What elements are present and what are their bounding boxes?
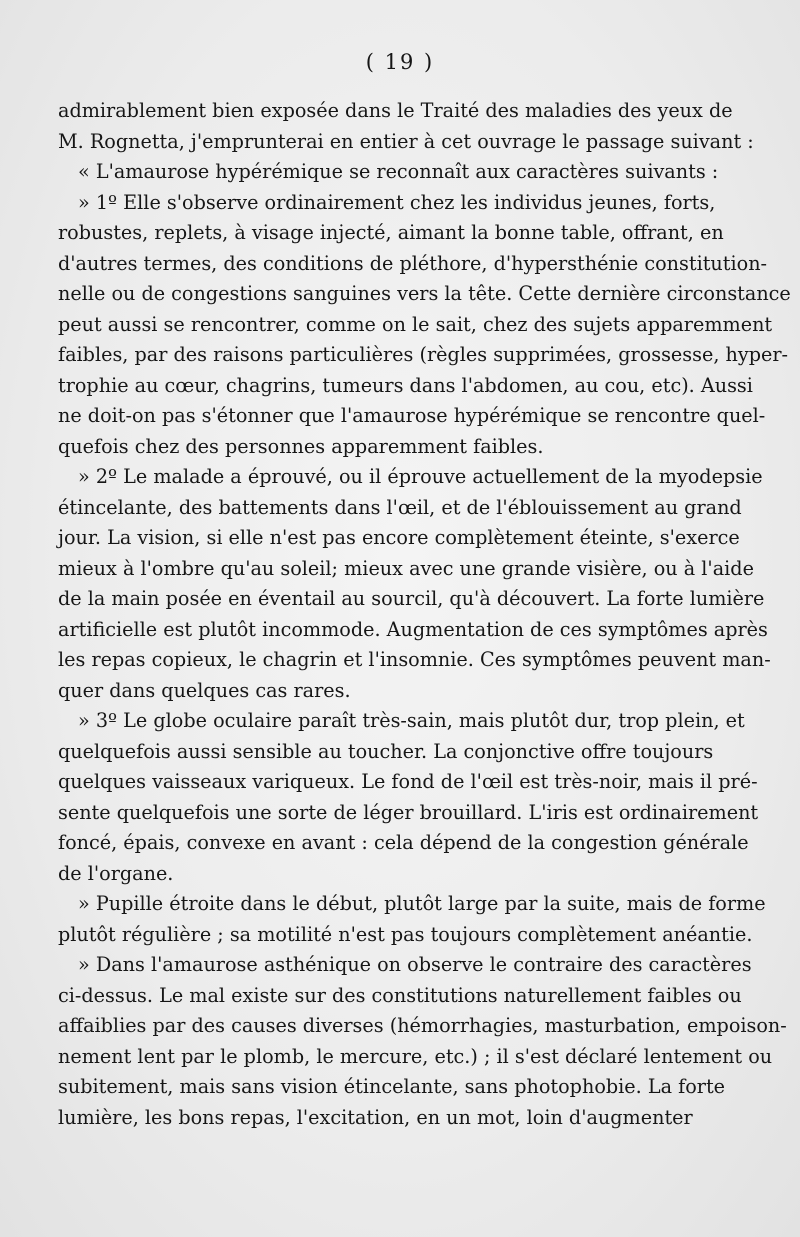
text-line: » 2º Le malade a éprouvé, ou il éprouve actuellement de la myodepsie — [78, 465, 763, 488]
text-line: les repas copieux, le chagrin et l'insomnie. Ces symptômes peuvent man- — [58, 648, 771, 671]
text-line: de la main posée en éventail au sourcil, qu'à découvert. La forte lumière — [58, 587, 765, 610]
text-line: jour. La vision, si elle n'est pas encore complètement éteinte, s'exerce — [58, 526, 740, 549]
paragraph — [58, 188, 791, 463]
text-line: plutôt régulière ; sa motilité n'est pas toujours complètement anéantie. — [58, 922, 753, 946]
paragraph — [58, 157, 719, 188]
text-line: » 1º Elle s'observe ordinairement chez les individus jeunes, forts, — [78, 190, 716, 214]
paragraph — [58, 462, 771, 706]
paragraph — [58, 950, 787, 1133]
text-line: étincelante, des battements dans l'œil, et de l'éblouissement au grand — [58, 495, 742, 519]
text-line: affaiblies par des causes diverses (hémorrhagies, masturbation, empoison- — [58, 1014, 787, 1037]
text-line: faibles, par des raisons particulières (règles supprimées, grossesse, hyper- — [58, 343, 789, 366]
text-line: quer dans quelques cas rares. — [58, 678, 351, 702]
paragraph — [58, 96, 754, 157]
paragraph — [58, 889, 766, 950]
text-line: ne doit-on pas s'étonner que l'amaurose hypérémique se rencontre quel- — [58, 404, 766, 427]
page-number: ( 19 ) — [365, 50, 435, 74]
text-line: nement lent par le plomb, le mercure, etc.) ; il s'est déclaré lentement ou — [58, 1044, 773, 1068]
text-line: quefois chez des personnes apparemment faibles. — [58, 434, 544, 458]
text-line: mieux à l'ombre qu'au soleil; mieux avec une grande visière, ou à l'aide — [58, 556, 754, 580]
text-line: d'autres termes, des conditions de pléthore, d'hypersthénie constitution- — [58, 251, 768, 275]
text-line: » Dans l'amaurose asthénique on observe le contraire des caractères — [78, 953, 752, 976]
text-line: » Pupille étroite dans le début, plutôt large par la suite, mais de forme — [78, 892, 766, 915]
text-line: M. Rognetta, j'emprunterai en entier à cet ouvrage le passage suivant : — [58, 129, 754, 153]
text-line: ci-dessus. Le mal existe sur des constitutions naturellement faibles ou — [58, 983, 742, 1007]
text-line: lumière, les bons repas, l'excitation, en un mot, loin d'augmenter — [58, 1105, 693, 1129]
text-line: de l'organe. — [58, 861, 174, 885]
text-line: » 3º Le globe oculaire paraît très-sain, mais plutôt dur, trop plein, et — [78, 709, 745, 732]
text-line: sente quelquefois une sorte de léger brouillard. L'iris est ordinairement — [58, 800, 759, 824]
body-text — [58, 96, 791, 1133]
text-line: foncé, épais, convexe en avant : cela dépend de la congestion générale — [58, 831, 749, 854]
text-line: « L'amaurose hypérémique se reconnaît aux caractères suivants : — [78, 160, 719, 183]
text-line: admirablement bien exposée dans le Traité des maladies des yeux de — [58, 99, 733, 122]
text-line: artificielle est plutôt incommode. Augmentation de ces symptômes après — [58, 617, 768, 641]
text-line: quelques vaisseaux variqueux. Le fond de l'œil est très-noir, mais il pré- — [58, 770, 758, 793]
text-line: subitement, mais sans vision étincelante, sans photophobie. La forte — [58, 1075, 726, 1098]
text-line: peut aussi se rencontrer, comme on le sait, chez des sujets apparemment — [58, 312, 773, 336]
text-line: nelle ou de congestions sanguines vers la tête. Cette dernière circonstance — [58, 282, 791, 305]
paragraph — [58, 706, 759, 889]
text-line: trophie au cœur, chagrins, tumeurs dans l'abdomen, au cou, etc). Aussi — [58, 373, 753, 397]
text-line: quelquefois aussi sensible au toucher. La conjonctive offre toujours — [58, 739, 714, 763]
text-line: robustes, replets, à visage injecté, aimant la bonne table, offrant, en — [58, 221, 724, 244]
